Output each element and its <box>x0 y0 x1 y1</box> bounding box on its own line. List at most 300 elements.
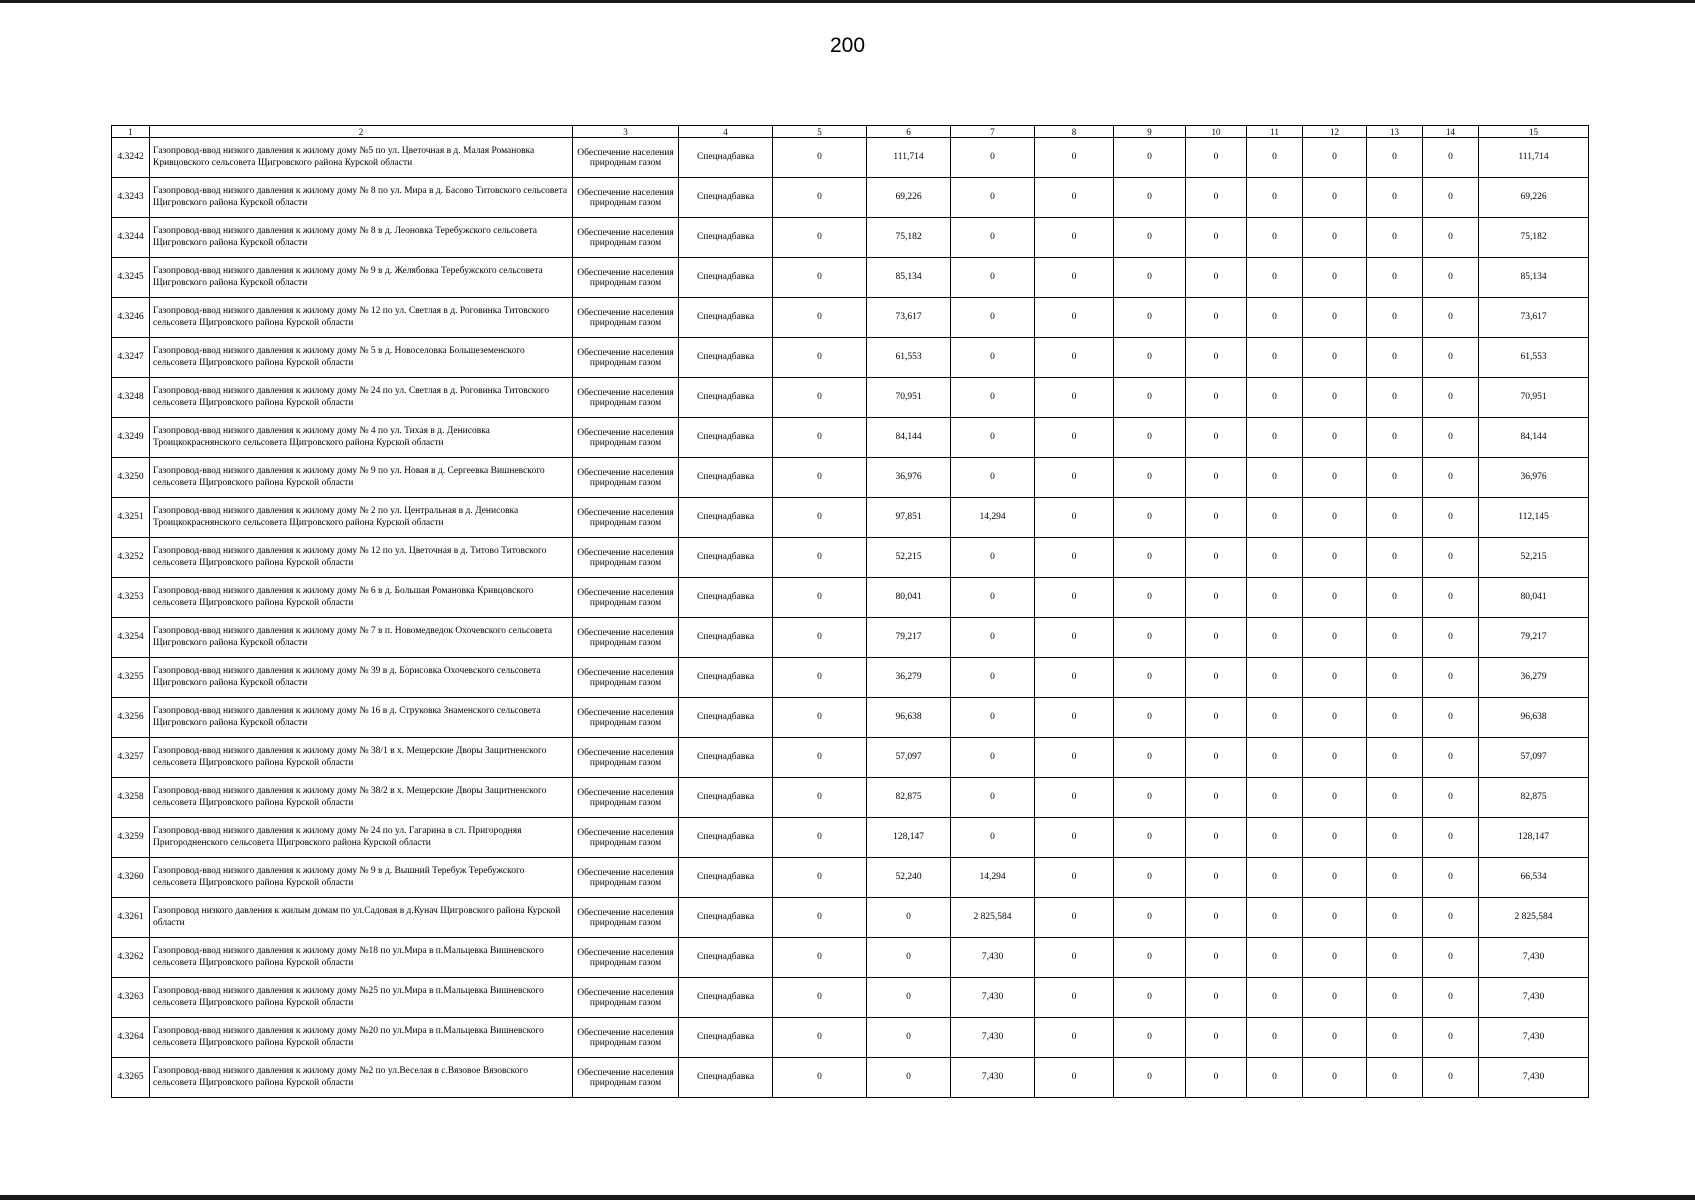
value-cell-col9: 0 <box>1114 338 1186 378</box>
value-cell-col14: 0 <box>1423 1058 1479 1098</box>
table-row <box>112 978 1589 1018</box>
value-cell-col7: 0 <box>951 618 1035 658</box>
value-cell-col12: 0 <box>1303 658 1367 698</box>
row-id-cell: 4.3265 <box>112 1058 150 1098</box>
value-cell-col9: 0 <box>1114 138 1186 178</box>
value-cell-col7: 0 <box>951 818 1035 858</box>
value-cell-col12: 0 <box>1303 698 1367 738</box>
purpose-cell: Обеспечение населения природным газом <box>573 418 679 458</box>
object-name-cell: Газопровод-ввод низкого давления к жилому дому № 8 по ул. Мира в д. Басово Титовского сельсовета Щигровского района Курской области <box>150 178 573 218</box>
value-cell-col14: 0 <box>1423 458 1479 498</box>
value-cell-col8: 0 <box>1035 498 1114 538</box>
value-cell-col9: 0 <box>1114 578 1186 618</box>
row-id-cell: 4.3260 <box>112 858 150 898</box>
table-row <box>112 738 1589 778</box>
value-cell-col8: 0 <box>1035 418 1114 458</box>
value-cell-col9: 0 <box>1114 298 1186 338</box>
object-name-cell: Газопровод-ввод низкого давления к жилому дому №2 по ул.Веселая в с.Вязовое Вязовского сельсовета Щигровского района Курской области <box>150 1058 573 1098</box>
value-cell-col12: 0 <box>1303 898 1367 938</box>
object-name-cell: Газопровод-ввод низкого давления к жилому дому № 5 в д. Новоселовка Большеземенского сельсовета Щигровского района Курской области <box>150 338 573 378</box>
object-name-cell: Газопровод-ввод низкого давления к жилому дому №18 по ул.Мира в п.Мальцевка Вишневского сельсовета Щигровского района Курской области <box>150 938 573 978</box>
value-cell-col6: 96,638 <box>867 698 951 738</box>
purpose-cell: Обеспечение населения природным газом <box>573 738 679 778</box>
value-cell-col13: 0 <box>1367 538 1423 578</box>
value-cell-col11: 0 <box>1247 378 1303 418</box>
value-cell-col12: 0 <box>1303 978 1367 1018</box>
value-cell-col7: 7,430 <box>951 938 1035 978</box>
value-cell-col9: 0 <box>1114 898 1186 938</box>
value-cell-col12: 0 <box>1303 858 1367 898</box>
object-name-cell: Газопровод-ввод низкого давления к жилому дому № 8 в д. Леоновка Теребужского сельсовета Щигровского района Курской области <box>150 218 573 258</box>
value-cell-col13: 0 <box>1367 778 1423 818</box>
table-row <box>112 258 1589 298</box>
total-cell: 66,534 <box>1479 858 1589 898</box>
value-cell-col14: 0 <box>1423 778 1479 818</box>
row-id-cell: 4.3257 <box>112 738 150 778</box>
value-cell-col5: 0 <box>773 698 867 738</box>
purpose-cell: Обеспечение населения природным газом <box>573 778 679 818</box>
column-number: 1 <box>112 126 150 138</box>
value-cell-col10: 0 <box>1186 378 1247 418</box>
object-name-cell: Газопровод-ввод низкого давления к жилому дому №5 по ул. Цветочная в д. Малая Романовка Кривцовского сельсовета Щигровского района Курской области <box>150 138 573 178</box>
value-cell-col8: 0 <box>1035 738 1114 778</box>
column-number-row <box>112 126 1589 138</box>
purpose-cell: Обеспечение населения природным газом <box>573 698 679 738</box>
value-cell-col10: 0 <box>1186 298 1247 338</box>
value-cell-col13: 0 <box>1367 1018 1423 1058</box>
funding-source-cell: Спецнадбавка <box>679 378 773 418</box>
row-id-cell: 4.3255 <box>112 658 150 698</box>
object-name-cell: Газопровод-ввод низкого давления к жилому дому № 7 в п. Новомедведок Охочевского сельсовета Щигровского района Курской области <box>150 618 573 658</box>
value-cell-col9: 0 <box>1114 778 1186 818</box>
value-cell-col12: 0 <box>1303 578 1367 618</box>
table-row <box>112 1018 1589 1058</box>
column-number: 11 <box>1247 126 1303 138</box>
value-cell-col8: 0 <box>1035 258 1114 298</box>
purpose-cell: Обеспечение населения природным газом <box>573 538 679 578</box>
value-cell-col12: 0 <box>1303 618 1367 658</box>
value-cell-col8: 0 <box>1035 458 1114 498</box>
table-row <box>112 138 1589 178</box>
purpose-cell: Обеспечение населения природным газом <box>573 978 679 1018</box>
total-cell: 36,976 <box>1479 458 1589 498</box>
value-cell-col8: 0 <box>1035 378 1114 418</box>
row-id-cell: 4.3264 <box>112 1018 150 1058</box>
object-name-cell: Газопровод-ввод низкого давления к жилому дому № 2 по ул. Центральная в д. Денисовка Троицкокраснянского сельсовета Щигровского района Курской области <box>150 498 573 538</box>
value-cell-col14: 0 <box>1423 218 1479 258</box>
total-cell: 52,215 <box>1479 538 1589 578</box>
total-cell: 61,553 <box>1479 338 1589 378</box>
value-cell-col13: 0 <box>1367 498 1423 538</box>
value-cell-col14: 0 <box>1423 618 1479 658</box>
value-cell-col6: 73,617 <box>867 298 951 338</box>
value-cell-col10: 0 <box>1186 618 1247 658</box>
value-cell-col5: 0 <box>773 1018 867 1058</box>
value-cell-col8: 0 <box>1035 938 1114 978</box>
value-cell-col5: 0 <box>773 658 867 698</box>
table-row <box>112 858 1589 898</box>
value-cell-col14: 0 <box>1423 578 1479 618</box>
object-name-cell: Газопровод-ввод низкого давления к жилому дому № 38/2 в х. Мещерские Дворы Защитненского сельсовета Щигровского района Курской области <box>150 778 573 818</box>
value-cell-col7: 0 <box>951 658 1035 698</box>
table-row <box>112 298 1589 338</box>
purpose-cell: Обеспечение населения природным газом <box>573 818 679 858</box>
value-cell-col13: 0 <box>1367 658 1423 698</box>
value-cell-col9: 0 <box>1114 978 1186 1018</box>
value-cell-col11: 0 <box>1247 538 1303 578</box>
value-cell-col5: 0 <box>773 618 867 658</box>
value-cell-col13: 0 <box>1367 938 1423 978</box>
value-cell-col6: 61,553 <box>867 338 951 378</box>
funding-source-cell: Спецнадбавка <box>679 858 773 898</box>
value-cell-col10: 0 <box>1186 698 1247 738</box>
value-cell-col9: 0 <box>1114 618 1186 658</box>
value-cell-col14: 0 <box>1423 858 1479 898</box>
value-cell-col8: 0 <box>1035 1058 1114 1098</box>
value-cell-col11: 0 <box>1247 418 1303 458</box>
table-row <box>112 538 1589 578</box>
value-cell-col14: 0 <box>1423 698 1479 738</box>
value-cell-col7: 0 <box>951 738 1035 778</box>
total-cell: 80,041 <box>1479 578 1589 618</box>
value-cell-col8: 0 <box>1035 218 1114 258</box>
value-cell-col6: 0 <box>867 938 951 978</box>
object-name-cell: Газопровод-ввод низкого давления к жилому дому № 12 по ул. Цветочная в д. Титово Титовского сельсовета Щигровского района Курской области <box>150 538 573 578</box>
value-cell-col13: 0 <box>1367 338 1423 378</box>
value-cell-col10: 0 <box>1186 338 1247 378</box>
value-cell-col13: 0 <box>1367 418 1423 458</box>
value-cell-col9: 0 <box>1114 538 1186 578</box>
value-cell-col8: 0 <box>1035 898 1114 938</box>
value-cell-col14: 0 <box>1423 178 1479 218</box>
total-cell: 36,279 <box>1479 658 1589 698</box>
purpose-cell: Обеспечение населения природным газом <box>573 938 679 978</box>
value-cell-col9: 0 <box>1114 858 1186 898</box>
row-id-cell: 4.3246 <box>112 298 150 338</box>
value-cell-col8: 0 <box>1035 138 1114 178</box>
value-cell-col12: 0 <box>1303 738 1367 778</box>
value-cell-col14: 0 <box>1423 298 1479 338</box>
value-cell-col9: 0 <box>1114 258 1186 298</box>
value-cell-col14: 0 <box>1423 258 1479 298</box>
value-cell-col13: 0 <box>1367 458 1423 498</box>
value-cell-col12: 0 <box>1303 538 1367 578</box>
value-cell-col8: 0 <box>1035 858 1114 898</box>
value-cell-col7: 2 825,584 <box>951 898 1035 938</box>
value-cell-col10: 0 <box>1186 578 1247 618</box>
funding-source-cell: Спецнадбавка <box>679 658 773 698</box>
value-cell-col6: 36,279 <box>867 658 951 698</box>
value-cell-col5: 0 <box>773 418 867 458</box>
value-cell-col13: 0 <box>1367 818 1423 858</box>
funding-source-cell: Спецнадбавка <box>679 1058 773 1098</box>
value-cell-col10: 0 <box>1186 978 1247 1018</box>
value-cell-col13: 0 <box>1367 138 1423 178</box>
table-row <box>112 898 1589 938</box>
value-cell-col7: 14,294 <box>951 498 1035 538</box>
funding-source-cell: Спецнадбавка <box>679 778 773 818</box>
value-cell-col9: 0 <box>1114 378 1186 418</box>
value-cell-col8: 0 <box>1035 658 1114 698</box>
value-cell-col14: 0 <box>1423 978 1479 1018</box>
table-body <box>112 126 1589 1098</box>
value-cell-col11: 0 <box>1247 898 1303 938</box>
total-cell: 79,217 <box>1479 618 1589 658</box>
table-row <box>112 1058 1589 1098</box>
value-cell-col13: 0 <box>1367 258 1423 298</box>
row-id-cell: 4.3249 <box>112 418 150 458</box>
table-row <box>112 378 1589 418</box>
value-cell-col7: 0 <box>951 418 1035 458</box>
value-cell-col8: 0 <box>1035 618 1114 658</box>
value-cell-col5: 0 <box>773 938 867 978</box>
purpose-cell: Обеспечение населения природным газом <box>573 298 679 338</box>
value-cell-col9: 0 <box>1114 418 1186 458</box>
value-cell-col6: 97,851 <box>867 498 951 538</box>
value-cell-col6: 0 <box>867 1018 951 1058</box>
value-cell-col8: 0 <box>1035 538 1114 578</box>
funding-source-cell: Спецнадбавка <box>679 618 773 658</box>
value-cell-col7: 7,430 <box>951 1018 1035 1058</box>
value-cell-col12: 0 <box>1303 218 1367 258</box>
object-name-cell: Газопровод-ввод низкого давления к жилому дому № 24 по ул. Гагарина в сл. Пригородняя Пригородненского сельсовета Щигровского района Курской области <box>150 818 573 858</box>
value-cell-col7: 7,430 <box>951 1058 1035 1098</box>
value-cell-col6: 0 <box>867 898 951 938</box>
value-cell-col12: 0 <box>1303 938 1367 978</box>
value-cell-col11: 0 <box>1247 738 1303 778</box>
value-cell-col13: 0 <box>1367 698 1423 738</box>
value-cell-col13: 0 <box>1367 858 1423 898</box>
value-cell-col11: 0 <box>1247 1058 1303 1098</box>
value-cell-col11: 0 <box>1247 1018 1303 1058</box>
table-row <box>112 338 1589 378</box>
column-number: 5 <box>773 126 867 138</box>
column-number: 2 <box>150 126 573 138</box>
total-cell: 73,617 <box>1479 298 1589 338</box>
object-name-cell: Газопровод-ввод низкого давления к жилому дому № 12 по ул. Светлая в д. Роговинка Титовского сельсовета Щигровского района Курской области <box>150 298 573 338</box>
row-id-cell: 4.3247 <box>112 338 150 378</box>
purpose-cell: Обеспечение населения природным газом <box>573 378 679 418</box>
row-id-cell: 4.3261 <box>112 898 150 938</box>
value-cell-col7: 0 <box>951 258 1035 298</box>
value-cell-col11: 0 <box>1247 298 1303 338</box>
value-cell-col14: 0 <box>1423 538 1479 578</box>
value-cell-col9: 0 <box>1114 738 1186 778</box>
funding-source-cell: Спецнадбавка <box>679 978 773 1018</box>
value-cell-col12: 0 <box>1303 1018 1367 1058</box>
value-cell-col12: 0 <box>1303 178 1367 218</box>
value-cell-col14: 0 <box>1423 1018 1479 1058</box>
purpose-cell: Обеспечение населения природным газом <box>573 658 679 698</box>
total-cell: 84,144 <box>1479 418 1589 458</box>
value-cell-col8: 0 <box>1035 818 1114 858</box>
value-cell-col9: 0 <box>1114 1018 1186 1058</box>
funding-source-cell: Спецнадбавка <box>679 538 773 578</box>
value-cell-col14: 0 <box>1423 378 1479 418</box>
table-row <box>112 698 1589 738</box>
value-cell-col5: 0 <box>773 378 867 418</box>
value-cell-col7: 0 <box>951 218 1035 258</box>
scan-border-bottom <box>0 1195 1695 1200</box>
value-cell-col5: 0 <box>773 538 867 578</box>
value-cell-col10: 0 <box>1186 538 1247 578</box>
column-number: 15 <box>1479 126 1589 138</box>
value-cell-col5: 0 <box>773 898 867 938</box>
value-cell-col8: 0 <box>1035 338 1114 378</box>
value-cell-col9: 0 <box>1114 818 1186 858</box>
purpose-cell: Обеспечение населения природным газом <box>573 138 679 178</box>
total-cell: 85,134 <box>1479 258 1589 298</box>
value-cell-col13: 0 <box>1367 218 1423 258</box>
purpose-cell: Обеспечение населения природным газом <box>573 618 679 658</box>
value-cell-col7: 7,430 <box>951 978 1035 1018</box>
value-cell-col7: 0 <box>951 578 1035 618</box>
value-cell-col14: 0 <box>1423 338 1479 378</box>
value-cell-col10: 0 <box>1186 1058 1247 1098</box>
value-cell-col12: 0 <box>1303 818 1367 858</box>
row-id-cell: 4.3248 <box>112 378 150 418</box>
column-number: 6 <box>867 126 951 138</box>
column-number: 14 <box>1423 126 1479 138</box>
table-row <box>112 458 1589 498</box>
value-cell-col8: 0 <box>1035 298 1114 338</box>
object-name-cell: Газопровод-ввод низкого давления к жилому дому № 9 по ул. Новая в д. Сергеевка Вишневского сельсовета Щигровского района Курской области <box>150 458 573 498</box>
value-cell-col11: 0 <box>1247 458 1303 498</box>
value-cell-col7: 0 <box>951 298 1035 338</box>
funding-source-cell: Спецнадбавка <box>679 218 773 258</box>
investment-table <box>111 125 1589 1098</box>
value-cell-col12: 0 <box>1303 138 1367 178</box>
row-id-cell: 4.3262 <box>112 938 150 978</box>
value-cell-col10: 0 <box>1186 138 1247 178</box>
value-cell-col8: 0 <box>1035 1018 1114 1058</box>
value-cell-col7: 0 <box>951 178 1035 218</box>
value-cell-col6: 0 <box>867 978 951 1018</box>
value-cell-col6: 84,144 <box>867 418 951 458</box>
funding-source-cell: Спецнадбавка <box>679 738 773 778</box>
row-id-cell: 4.3244 <box>112 218 150 258</box>
value-cell-col5: 0 <box>773 338 867 378</box>
value-cell-col11: 0 <box>1247 778 1303 818</box>
value-cell-col5: 0 <box>773 258 867 298</box>
object-name-cell: Газопровод-ввод низкого давления к жилому дому № 39 в д. Борисовка Охочевского сельсовета Щигровского района Курской области <box>150 658 573 698</box>
value-cell-col6: 85,134 <box>867 258 951 298</box>
total-cell: 111,714 <box>1479 138 1589 178</box>
value-cell-col10: 0 <box>1186 1018 1247 1058</box>
value-cell-col9: 0 <box>1114 458 1186 498</box>
column-number: 12 <box>1303 126 1367 138</box>
total-cell: 7,430 <box>1479 1018 1589 1058</box>
total-cell: 70,951 <box>1479 378 1589 418</box>
page-number: 200 <box>829 34 866 57</box>
value-cell-col11: 0 <box>1247 978 1303 1018</box>
value-cell-col9: 0 <box>1114 698 1186 738</box>
value-cell-col14: 0 <box>1423 658 1479 698</box>
object-name-cell: Газопровод-ввод низкого давления к жилому дому № 16 в д. Струковка Знаменского сельсовета Щигровского района Курской области <box>150 698 573 738</box>
value-cell-col6: 69,226 <box>867 178 951 218</box>
value-cell-col5: 0 <box>773 738 867 778</box>
value-cell-col14: 0 <box>1423 938 1479 978</box>
object-name-cell: Газопровод-ввод низкого давления к жилому дому №25 по ул.Мира в п.Мальцевка Вишневского сельсовета Щигровского района Курской области <box>150 978 573 1018</box>
value-cell-col6: 0 <box>867 1058 951 1098</box>
value-cell-col10: 0 <box>1186 738 1247 778</box>
value-cell-col6: 36,976 <box>867 458 951 498</box>
value-cell-col12: 0 <box>1303 258 1367 298</box>
funding-source-cell: Спецнадбавка <box>679 418 773 458</box>
value-cell-col6: 52,215 <box>867 538 951 578</box>
value-cell-col5: 0 <box>773 578 867 618</box>
total-cell: 128,147 <box>1479 818 1589 858</box>
column-number: 3 <box>573 126 679 138</box>
purpose-cell: Обеспечение населения природным газом <box>573 898 679 938</box>
value-cell-col5: 0 <box>773 978 867 1018</box>
purpose-cell: Обеспечение населения природным газом <box>573 578 679 618</box>
funding-source-cell: Спецнадбавка <box>679 458 773 498</box>
value-cell-col9: 0 <box>1114 178 1186 218</box>
funding-source-cell: Спецнадбавка <box>679 698 773 738</box>
value-cell-col10: 0 <box>1186 458 1247 498</box>
value-cell-col11: 0 <box>1247 178 1303 218</box>
total-cell: 112,145 <box>1479 498 1589 538</box>
value-cell-col13: 0 <box>1367 298 1423 338</box>
value-cell-col6: 111,714 <box>867 138 951 178</box>
total-cell: 75,182 <box>1479 218 1589 258</box>
value-cell-col12: 0 <box>1303 1058 1367 1098</box>
value-cell-col5: 0 <box>773 818 867 858</box>
value-cell-col11: 0 <box>1247 338 1303 378</box>
value-cell-col6: 70,951 <box>867 378 951 418</box>
object-name-cell: Газопровод-ввод низкого давления к жилому дому № 38/1 в х. Мещерские Дворы Защитненского сельсовета Щигровского района Курской области <box>150 738 573 778</box>
value-cell-col7: 0 <box>951 378 1035 418</box>
value-cell-col5: 0 <box>773 458 867 498</box>
value-cell-col11: 0 <box>1247 618 1303 658</box>
value-cell-col10: 0 <box>1186 178 1247 218</box>
table-row <box>112 218 1589 258</box>
funding-source-cell: Спецнадбавка <box>679 1018 773 1058</box>
value-cell-col5: 0 <box>773 298 867 338</box>
column-number: 8 <box>1035 126 1114 138</box>
value-cell-col11: 0 <box>1247 218 1303 258</box>
value-cell-col12: 0 <box>1303 378 1367 418</box>
row-id-cell: 4.3251 <box>112 498 150 538</box>
purpose-cell: Обеспечение населения природным газом <box>573 1058 679 1098</box>
row-id-cell: 4.3258 <box>112 778 150 818</box>
table-row <box>112 618 1589 658</box>
row-id-cell: 4.3263 <box>112 978 150 1018</box>
table-row <box>112 418 1589 458</box>
funding-source-cell: Спецнадбавка <box>679 338 773 378</box>
value-cell-col12: 0 <box>1303 338 1367 378</box>
purpose-cell: Обеспечение населения природным газом <box>573 1018 679 1058</box>
value-cell-col14: 0 <box>1423 498 1479 538</box>
funding-source-cell: Спецнадбавка <box>679 178 773 218</box>
value-cell-col13: 0 <box>1367 978 1423 1018</box>
value-cell-col11: 0 <box>1247 818 1303 858</box>
value-cell-col6: 57,097 <box>867 738 951 778</box>
funding-source-cell: Спецнадбавка <box>679 898 773 938</box>
value-cell-col14: 0 <box>1423 418 1479 458</box>
value-cell-col6: 128,147 <box>867 818 951 858</box>
funding-source-cell: Спецнадбавка <box>679 578 773 618</box>
value-cell-col11: 0 <box>1247 258 1303 298</box>
value-cell-col12: 0 <box>1303 778 1367 818</box>
value-cell-col7: 0 <box>951 458 1035 498</box>
purpose-cell: Обеспечение населения природным газом <box>573 458 679 498</box>
value-cell-col12: 0 <box>1303 458 1367 498</box>
value-cell-col7: 0 <box>951 338 1035 378</box>
table-row <box>112 658 1589 698</box>
object-name-cell: Газопровод-ввод низкого давления к жилому дому №20 по ул.Мира в п.Мальцевка Вишневского сельсовета Щигровского района Курской области <box>150 1018 573 1058</box>
